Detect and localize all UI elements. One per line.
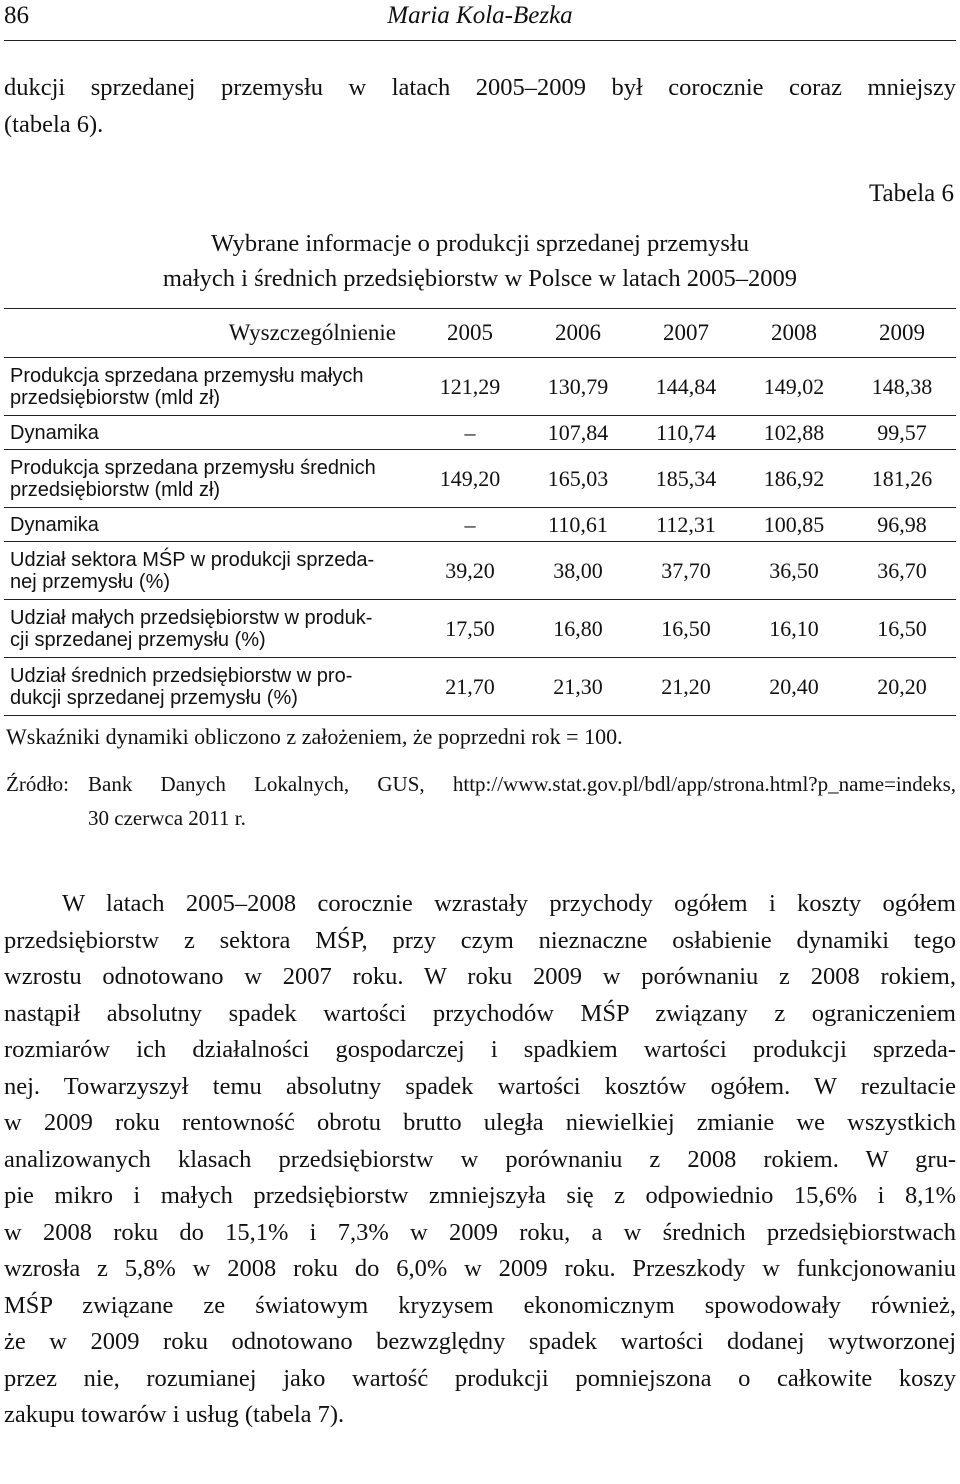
- body-line: wzrosła z 5,8% w 2008 roku do 6,0% w 2009 roku. Przeszkody w funkcjonowaniu: [4, 1255, 956, 1282]
- running-author: Maria Kola-Bezka: [387, 2, 573, 29]
- body-line: MŚP związane ze światowym kryzysem ekonomicznym spowodowały również,: [4, 1291, 956, 1319]
- table-cell: 110,74: [656, 419, 716, 445]
- table-cell: –: [464, 419, 476, 445]
- table-cell: 107,84: [547, 419, 609, 445]
- row-label: [4, 658, 416, 716]
- column-header: Wyszczególnienie: [4, 309, 416, 358]
- body-line: nej. Towarzyszył temu absolutny spadek wartości kosztów ogółem. W rezultacie: [4, 1072, 956, 1100]
- row-label: [4, 600, 416, 658]
- row-label-line: przedsiębiorstw (mld zł): [10, 386, 221, 409]
- table-cell: 16,80: [553, 615, 603, 641]
- table-cell: 112,31: [656, 511, 716, 537]
- table-row: [4, 450, 956, 508]
- table-cell: 21,30: [553, 673, 603, 699]
- page-number: 86: [4, 2, 29, 29]
- table-cell: 17,50: [445, 615, 495, 641]
- row-label-line: cji sprzedanej przemysłu (%): [10, 628, 266, 651]
- body-line: W latach 2005–2008 corocznie wzrastały przychody ogółem i koszty ogółem: [62, 890, 956, 917]
- table-row: [4, 600, 956, 658]
- row-label: [4, 542, 416, 600]
- table-cell: 110,61: [548, 511, 608, 537]
- table-row: [4, 542, 956, 600]
- table-cell: 149,20: [439, 465, 501, 491]
- table-cell: 96,98: [877, 511, 927, 537]
- table-cell: 186,92: [763, 465, 825, 491]
- body-line: przez nie, rozumianej jako wartość produkcji pomniejszona o całkowite koszy: [4, 1364, 956, 1392]
- source-label: Źródło:: [6, 772, 69, 796]
- body-paragraph: [4, 886, 956, 1434]
- intro-line: (tabela 6).: [4, 110, 104, 138]
- table-number: Tabela 6: [868, 180, 954, 207]
- table-cell: 130,79: [547, 373, 609, 399]
- table-cell: 121,29: [439, 373, 501, 399]
- table-header-row: [4, 309, 956, 358]
- table-cell: 21,70: [445, 673, 495, 699]
- source-text: Bank Danych Lokalnych, GUS, http://www.stat.gov.pl/bdl/app/strona.html?p_name=indeks,: [88, 772, 956, 796]
- table-cell: 39,20: [445, 557, 495, 583]
- table-cell: 99,57: [877, 419, 927, 445]
- row-label: [4, 358, 416, 416]
- table-cell: 16,10: [769, 615, 819, 641]
- table-cell: 165,03: [547, 465, 609, 491]
- body-line: nastąpił absolutny spadek wartości przychodów MŚP związany z ograniczeniem: [4, 999, 956, 1027]
- intro-line: dukcji sprzedanej przemysłu w latach 2005–2009 był corocznie coraz mniejszy: [4, 74, 956, 101]
- body-line: w 2008 roku do 15,1% i 7,3% w 2009 roku, a w średnich przedsiębiorstwach: [4, 1218, 956, 1246]
- body-line: w 2009 roku rentowność obrotu brutto uległa niewielkiej zmianie we wszystkich: [4, 1109, 956, 1136]
- body-line: przedsiębiorstw z sektora MŚP, przy czym nieznaczne osłabienie dynamiki tego: [4, 926, 956, 954]
- column-header: 2008: [740, 309, 848, 358]
- table-cell: 36,70: [877, 557, 927, 583]
- table-cell: 149,02: [763, 373, 825, 399]
- body-line: pie mikro i małych przedsiębiorstw zmniejszyła się z odpowiednio 15,6% i 8,1%: [4, 1182, 956, 1209]
- row-label: [4, 450, 416, 508]
- table-cell: 185,34: [655, 465, 717, 491]
- body-line: wzrostu odnotowano w 2007 roku. W roku 2009 w porównaniu z 2008 rokiem,: [4, 963, 956, 990]
- row-label-line: Udział małych przedsiębiorstw w produk-: [10, 606, 373, 629]
- table-cell: 36,50: [769, 557, 819, 583]
- table-row: [4, 416, 956, 450]
- table-cell: 100,85: [763, 511, 825, 537]
- table-cell: 16,50: [661, 615, 711, 641]
- table-cell: 21,20: [661, 673, 711, 699]
- table-cell: 102,88: [763, 419, 825, 445]
- row-label: [4, 416, 416, 450]
- table-row: [4, 658, 956, 716]
- intro-paragraph: [4, 70, 956, 143]
- body-line: rozmiarów ich działalności gospodarczej i spadkiem wartości produkcji sprzeda-: [4, 1036, 956, 1063]
- body-line: że w 2009 roku odnotowano bezwzględny spadek wartości dodanej wytworzonej: [4, 1328, 956, 1355]
- row-label-line: nej przemysłu (%): [10, 570, 171, 593]
- column-header: 2009: [848, 309, 956, 358]
- body-line: zakupu towarów i usług (tabela 7).: [4, 1401, 345, 1428]
- table-note: Wskaźniki dynamiki obliczono z założeniem, że poprzedni rok = 100.: [6, 724, 623, 749]
- data-table: [4, 308, 956, 716]
- table-cell: 181,26: [871, 465, 933, 491]
- row-label-line: dukcji sprzedanej przemysłu (%): [10, 686, 298, 709]
- source-date: 30 czerwca 2011 r.: [88, 806, 246, 830]
- table-cell: 20,40: [769, 673, 819, 699]
- table-cell: –: [464, 511, 476, 537]
- table-row: [4, 358, 956, 416]
- row-label-line: Udział sektora MŚP w produkcji sprzeda-: [10, 548, 375, 571]
- body-line: analizowanych klasach przedsiębiorstw w porównaniu z 2008 rokiem. W gru-: [4, 1145, 956, 1173]
- column-header: 2005: [416, 309, 524, 358]
- table-title-line: Wybrane informacje o produkcji sprzedanej przemysłu: [211, 230, 749, 257]
- table-row: [4, 508, 956, 542]
- table-cell: 38,00: [553, 557, 603, 583]
- row-label-line: Dynamika: [10, 421, 99, 444]
- table-cell: 16,50: [877, 615, 927, 641]
- table-title-line: małych i średnich przedsiębiorstw w Polsce w latach 2005–2009: [162, 265, 798, 292]
- row-label-line: Produkcja sprzedana przemysłu małych: [10, 364, 364, 387]
- row-label-line: przedsiębiorstw (mld zł): [10, 478, 221, 501]
- row-label-line: Udział średnich przedsiębiorstw w pro-: [10, 664, 353, 687]
- table-title: [0, 226, 960, 296]
- table-cell: 37,70: [661, 557, 711, 583]
- running-header: [4, 0, 956, 41]
- row-label: [4, 508, 416, 542]
- column-header: 2006: [524, 309, 632, 358]
- column-header: 2007: [632, 309, 740, 358]
- table-cell: 144,84: [655, 373, 717, 399]
- table-cell: 20,20: [877, 673, 927, 699]
- table-cell: 148,38: [871, 373, 933, 399]
- row-label-line: Produkcja sprzedana przemysłu średnich: [10, 456, 376, 479]
- row-label-line: Dynamika: [10, 513, 99, 536]
